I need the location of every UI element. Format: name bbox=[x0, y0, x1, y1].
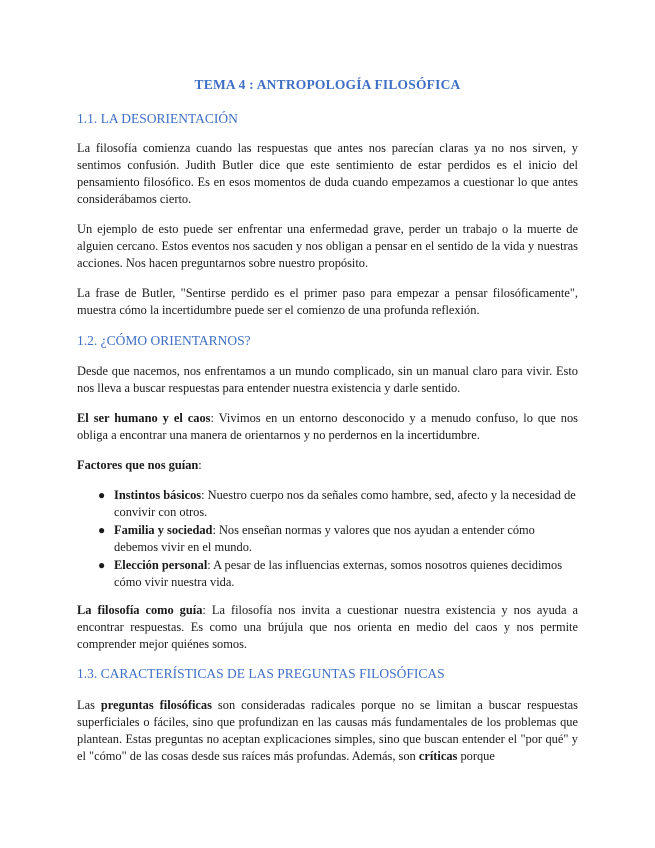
paragraph-text: porque bbox=[457, 749, 495, 763]
list-item bbox=[77, 487, 578, 521]
bullet-icon: ● bbox=[98, 488, 106, 502]
list-item-text: : A pesar de las influencias externas, somos nosotros quienes decidimos cómo vivir nuestra vida. bbox=[114, 558, 563, 589]
bullet-icon: ● bbox=[98, 523, 106, 537]
bold-term: Elección personal bbox=[114, 558, 208, 572]
paragraph bbox=[77, 410, 578, 444]
paragraph-text: : Vivimos en un entorno desconocido y a menudo confuso, lo que nos obliga a encontrar una manera de orientarnos y no perdernos en la incertidumbre. bbox=[77, 411, 578, 442]
bold-term: La filosofía como guía bbox=[77, 603, 203, 617]
paragraph bbox=[77, 457, 578, 474]
bullet-icon: ● bbox=[98, 558, 106, 572]
paragraph: Desde que nacemos, nos enfrentamos a un mundo complicado, sin un manual claro para vivir. Esto nos lleva a buscar respuestas para entender nuestra existencia y darle sentido. bbox=[77, 364, 578, 395]
list-item bbox=[77, 522, 578, 556]
section-heading-1-3: 1.3. CARACTERÍSTICAS DE LAS PREGUNTAS FILOSÓFICAS bbox=[77, 666, 445, 681]
list-item-text: : Nuestro cuerpo nos da señales como hambre, sed, afecto y la necesidad de convivir con otros. bbox=[114, 488, 576, 519]
section-heading-1-2: 1.2. ¿CÓMO ORIENTARNOS? bbox=[77, 333, 251, 348]
list-item bbox=[77, 557, 578, 591]
paragraph-text: : La filosofía nos invita a cuestionar nuestra existencia y nos ayuda a encontrar respuestas. Es como una brújula que nos orienta en medio del caos y nos permite comprender mejor quiénes somos. bbox=[77, 603, 578, 651]
bold-term: críticas bbox=[418, 749, 458, 763]
paragraph-text: Las bbox=[77, 698, 101, 712]
paragraph bbox=[77, 697, 578, 765]
bold-term: Factores que nos guían bbox=[77, 458, 199, 472]
paragraph-text: : bbox=[198, 458, 202, 472]
list-item-text: : Nos enseñan normas y valores que nos ayudan a entender cómo debemos vivir en el mundo. bbox=[114, 523, 535, 554]
paragraph-text: son consideradas radicales porque no se limitan a buscar respuestas superficiales o fáciles, sino que profundizan en las causas más fundamentales de los problemas que plantean. Estas preguntas no aceptan explicaciones simples, sino que buscan entender el "por qué" y el "cómo" de las cosas desde sus raíces más profundas. Además, son bbox=[77, 698, 578, 763]
bullet-list bbox=[77, 487, 578, 592]
paragraph: Un ejemplo de esto puede ser enfrentar una enfermedad grave, perder un trabajo o la muerte de alguien cercano. Estos eventos nos sacuden y nos obligan a pensar en el sentido de la vida y nuestras acciones. Nos hacen preguntarnos sobre nuestro propósito. bbox=[77, 222, 578, 270]
document-title: TEMA 4 : ANTROPOLOGÍA FILOSÓFICA bbox=[194, 77, 461, 92]
bold-term: Familia y sociedad bbox=[114, 523, 213, 537]
paragraph bbox=[77, 602, 578, 653]
bold-term: El ser humano y el caos bbox=[77, 411, 211, 425]
bold-term: preguntas filosóficas bbox=[100, 698, 212, 712]
bold-term: Instintos básicos bbox=[114, 488, 202, 502]
paragraph: La filosofía comienza cuando las respuestas que antes nos parecían claras ya no nos sirven, y sentimos confusión. Judith Butler dice que este sentimiento de estar perdidos es el inicio del pensamiento filosófico. Es en esos momentos de duda cuando empezamos a cuestionar lo que antes considerábamos cierto. bbox=[77, 141, 578, 206]
paragraph: La frase de Butler, "Sentirse perdido es el primer paso para empezar a pensar filosóficamente", muestra cómo la incertidumbre puede ser el comienzo de una profunda reflexión. bbox=[77, 286, 578, 317]
section-heading-1-1: 1.1. LA DESORIENTACIÓN bbox=[77, 111, 238, 126]
